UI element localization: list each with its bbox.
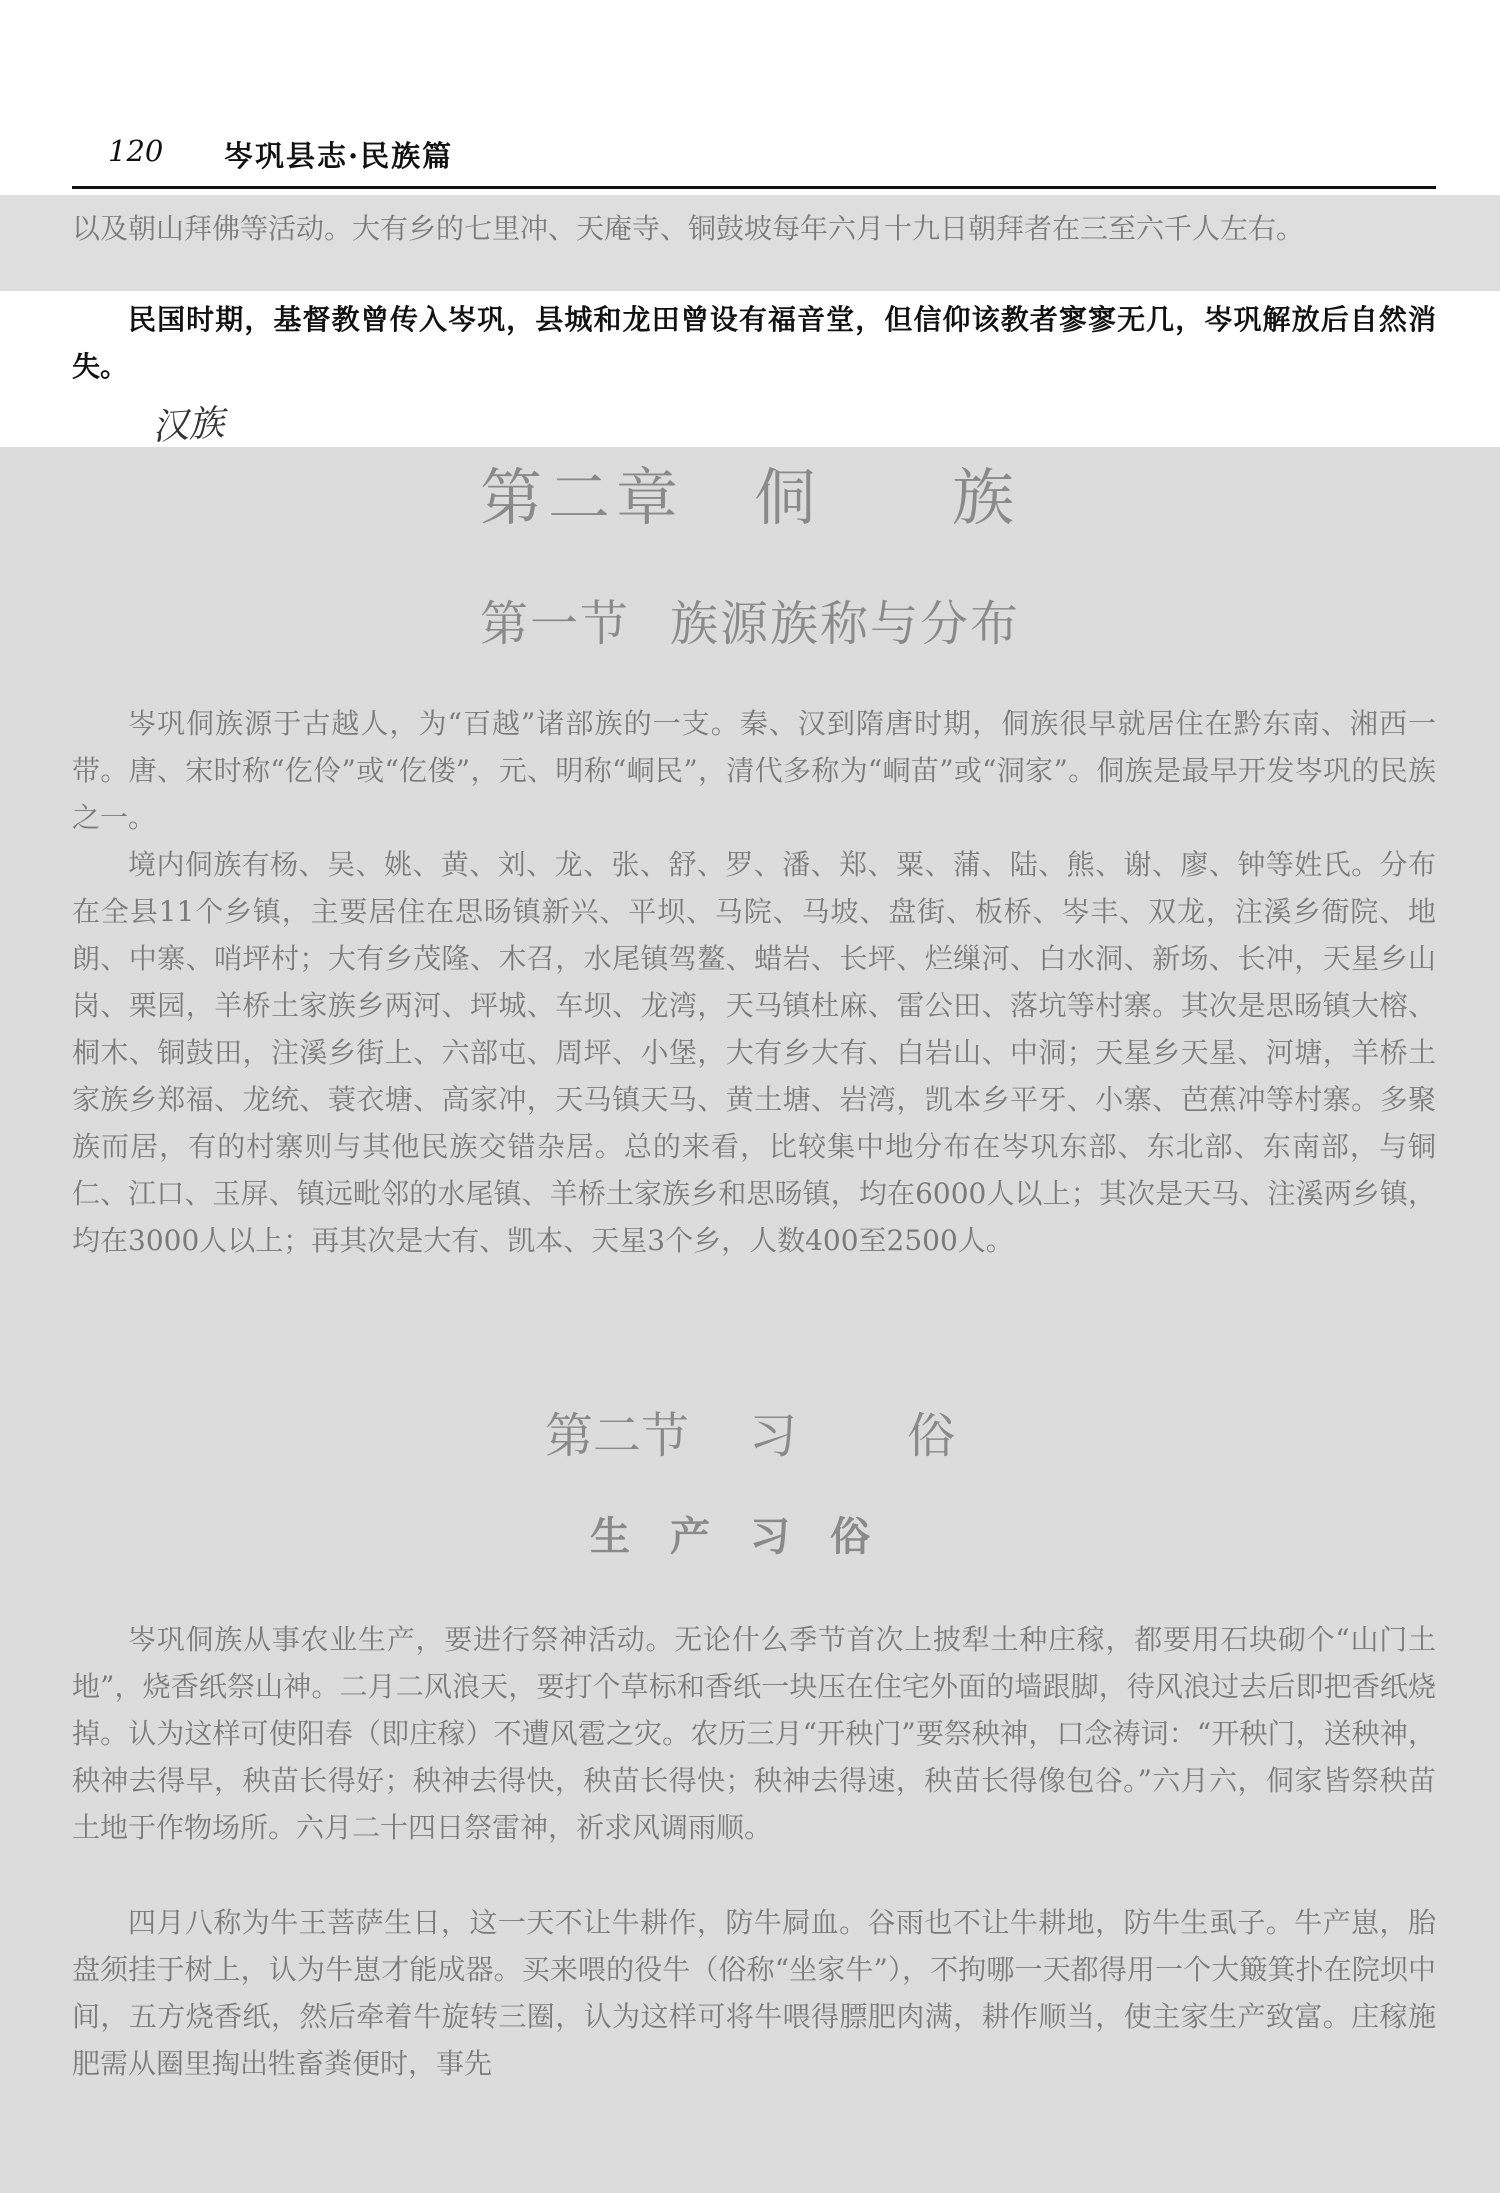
section-1-paragraph-2: 境内侗族有杨、吴、姚、黄、刘、龙、张、舒、罗、潘、郑、粟、蒲、陆、熊、谢、廖、钟等姓氏。分布在全县11个乡镇，主要居住在思旸镇新兴、平坝、马院、马坡、盘街、板桥、岑丰、双龙，注溪乡衙院、地朗、中寨、哨坪村；大有乡茂隆、木召，水尾镇驾鳌、蜡岩、长坪、烂缫河、白水洞、新场、长冲，天星乡山岗、栗园，羊桥土家族乡两河、坪城、车坝、龙湾，天马镇杜麻、雷公田、落坑等村寨。其次是思旸镇大榕、桐木、铜鼓田，注溪乡街上、六部屯、周坪、小堡，大有乡大有、白岩山、中洞；天星乡天星、河塘，羊桥土家族乡郑福、龙统、蓑衣塘、高家冲，天马镇天马、黄土塘、岩湾，凯本乡平牙、小寨、芭蕉冲等村寨。多聚族而居，有的村寨则与其他民族交错杂居。总的来看，比较集中地分布在岑巩东部、东北部、东南部，与铜仁、江口、玉屏、镇远毗邻的水尾镇、羊桥土家族乡和思旸镇，均在6000人以上；其次是天马、注溪两乡镇，均在3000人以上；再其次是大有、凯本、天星3个乡，人数400至2500人。: [72, 848, 1436, 1257]
page-number: 120: [108, 134, 164, 168]
chapter-char-2: 族: [952, 461, 1021, 534]
section-2-label: 第二节: [544, 1408, 689, 1464]
chapter-prefix: 第二章: [479, 461, 684, 534]
section-1-name: 族源族称与分布: [670, 596, 1021, 652]
chapter-char-1: 侗: [753, 461, 822, 534]
section-2-paragraph-2: 四月八称为牛王菩萨生日，这一天不让牛耕作，防牛屙血。谷雨也不让牛耕地，防牛生虱子。牛产崽，胎盘须挂于树上，认为牛崽才能成器。买来喂的役牛（俗称“坐家牛”），不拘哪一天都得用一个大簸箕扑在院坝中间，五方烧香纸，然后牵着牛旋转三圈，认为这样可将牛喂得膘肥肉满，耕作顺当，使主家生产致富。庄稼施肥需从圈里掏出牲畜粪便时，事先: [72, 1906, 1436, 2080]
page-header: [100, 134, 1436, 176]
section-2-subheading: 生产习俗: [590, 1514, 910, 1560]
section-1-label: 第一节: [479, 596, 630, 652]
paragraph-christianity: 民国时期，基督教曾传入岑巩，县城和龙田曾设有福音堂，但信仰该教者寥寥无几，岑巩解放后自然消失。: [72, 303, 1436, 383]
section-2-char-2: 俗: [907, 1408, 956, 1464]
chapter-title: [0, 448, 1500, 537]
handwritten-note: 汉族: [150, 402, 226, 449]
section-2-char-1: 习: [748, 1408, 797, 1464]
section-1-paragraph-1: 岑巩侗族源于古越人，为“百越”诸部族的一支。秦、汉到隋唐时期，侗族很早就居住在黔东南、湘西一带。唐、宋时称“仡伶”或“仡偻”，元、明称“峒民”，清代多称为“峒苗”或“洞家”。侗族是最早开发岑巩的民族之一。: [72, 707, 1436, 834]
section-1-heading: [0, 585, 1500, 654]
section-2-heading: [0, 1397, 1500, 1466]
book-title: 岑巩县志·民族篇: [224, 139, 454, 173]
header-rule: [72, 186, 1436, 189]
section-2-paragraph-1: 岑巩侗族从事农业生产，要进行祭神活动。无论什么季节首次上披犁土种庄稼，都要用石块砌个“山门土地”，烧香纸祭山神。二月二风浪天，要打个草标和香纸一块压在住宅外面的墙跟脚，待风浪过去后即把香纸烧掉。认为这样可使阳春（即庄稼）不遭风雹之灾。农历三月“开秧门”要祭秧神，口念祷词：“开秧门，送秧神，秧神去得早，秧苗长得好；秧神去得快，秧苗长得快；秧神去得速，秧苗长得像包谷。”六月六，侗家皆祭秧苗土地于作物场所。六月二十四日祭雷神，祈求风调雨顺。: [72, 1623, 1436, 1844]
paragraph-continued: 以及朝山拜佛等活动。大有乡的七里冲、天庵寺、铜鼓坡每年六月十九日朝拜者在三至六千人左右。: [72, 212, 1305, 245]
